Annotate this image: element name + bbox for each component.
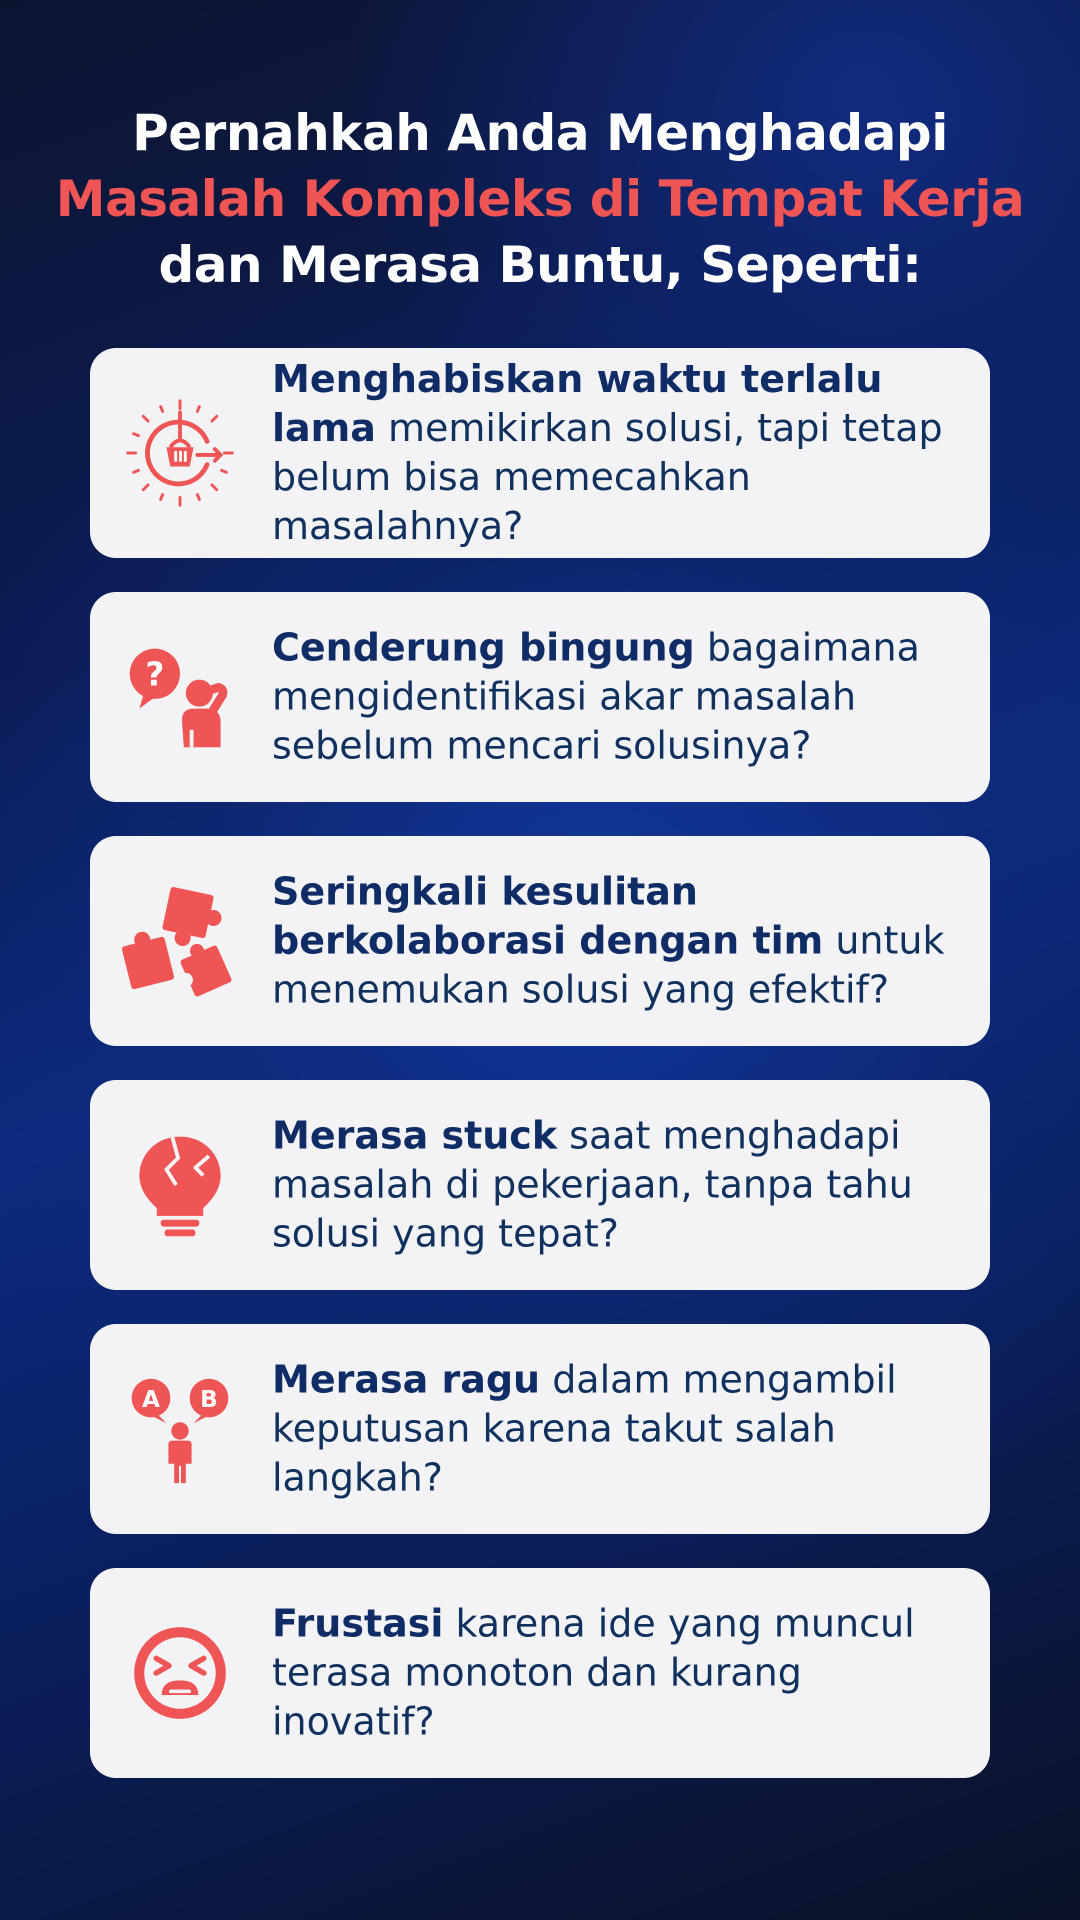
- frustrated-face-icon: [120, 1613, 240, 1733]
- problem-card-time: [90, 348, 990, 558]
- problem-card-collaboration: [90, 836, 990, 1046]
- problem-rest: untuk menemukan solusi yang efektif?: [272, 918, 945, 1012]
- problem-rest: dalam mengambil keputusan karena takut salah langkah?: [272, 1357, 897, 1500]
- problem-card-stuck: [90, 1080, 990, 1290]
- problem-rest: saat menghadapi masalah di pekerjaan, tanpa tahu solusi yang tepat?: [272, 1113, 913, 1256]
- problem-highlight: Cenderung bingung: [272, 625, 695, 670]
- problem-text: [272, 624, 960, 771]
- problem-rest: bagaimana mengidentifikasi akar masalah sebelum mencari solusinya?: [272, 625, 920, 768]
- problem-highlight: Menghabiskan waktu terlalu lama: [272, 357, 883, 450]
- page-title: [0, 100, 1080, 298]
- problem-text: [272, 1356, 960, 1503]
- title-line-2-highlight: Masalah Kompleks di Tempat Kerja: [55, 170, 1025, 228]
- svg-text:?: ?: [145, 654, 165, 694]
- problem-text: [272, 355, 960, 551]
- problem-card-frustration: [90, 1568, 990, 1778]
- svg-text:B: B: [200, 1385, 218, 1413]
- problem-rest: karena ide yang muncul terasa monoton dan kurang inovatif?: [272, 1601, 915, 1744]
- confused-person-icon: [120, 637, 240, 757]
- problem-text: [272, 1600, 960, 1747]
- title-line-3: dan Merasa Buntu, Seperti:: [158, 236, 922, 294]
- svg-text:A: A: [142, 1385, 160, 1413]
- problem-rest: memikirkan solusi, tapi tetap belum bisa memecahkan masalahnya?: [272, 406, 943, 548]
- problem-highlight: Seringkali kesulitan berkolaborasi dengan tim: [272, 869, 824, 963]
- problem-card-confused: [90, 592, 990, 802]
- puzzle-pieces-icon: [120, 881, 240, 1001]
- time-basket-icon: [120, 393, 240, 513]
- problem-list: [90, 348, 990, 1812]
- problem-highlight: Merasa ragu: [272, 1357, 541, 1402]
- problem-text: [272, 1112, 960, 1259]
- title-line-1: Pernahkah Anda Menghadapi: [132, 104, 948, 162]
- problem-text: [272, 868, 960, 1015]
- broken-bulb-icon: [120, 1125, 240, 1245]
- problem-card-doubt: [90, 1324, 990, 1534]
- decision-ab-icon: [120, 1369, 240, 1489]
- problem-highlight: Frustasi: [272, 1601, 444, 1646]
- problem-highlight: Merasa stuck: [272, 1113, 558, 1158]
